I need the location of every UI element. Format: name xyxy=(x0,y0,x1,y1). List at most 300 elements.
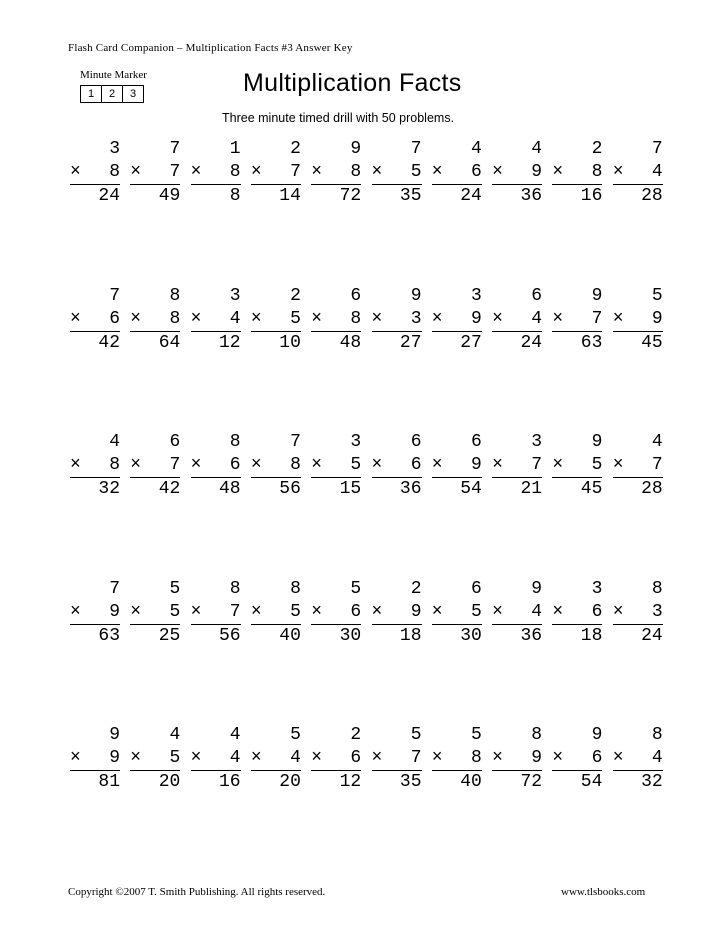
multiplicand: 4 xyxy=(169,725,181,745)
times-sign: × xyxy=(130,748,142,768)
problem xyxy=(552,285,602,355)
multiplier-row xyxy=(130,161,180,184)
multiplier-row xyxy=(311,747,361,770)
multiplier: 5 xyxy=(290,308,301,329)
multiplicand: 9 xyxy=(109,725,120,745)
problem xyxy=(613,578,663,648)
times-sign: × xyxy=(371,308,383,329)
answer: 20 xyxy=(158,772,181,792)
answer: 28 xyxy=(641,186,663,206)
problem xyxy=(492,138,542,208)
multiplier-row xyxy=(191,747,241,770)
answer: 56 xyxy=(279,479,301,499)
problem xyxy=(432,431,482,501)
times-sign: × xyxy=(552,308,564,329)
multiplier-row xyxy=(191,601,241,624)
multiplicand: 6 xyxy=(470,432,482,452)
multiplicand: 6 xyxy=(531,285,543,306)
multiplier: 5 xyxy=(169,601,181,622)
times-sign: × xyxy=(552,162,564,182)
answer: 72 xyxy=(339,186,362,206)
multiplier-row xyxy=(613,601,663,624)
multiplier: 6 xyxy=(109,308,120,329)
multiplicand: 7 xyxy=(109,285,120,306)
answer: 27 xyxy=(460,332,482,353)
multiplicand: 3 xyxy=(591,578,603,599)
multiplicand: 6 xyxy=(350,285,362,306)
answer: 36 xyxy=(520,625,543,646)
times-sign: × xyxy=(250,601,262,622)
answer: 36 xyxy=(520,186,543,206)
multiplier-row xyxy=(613,308,663,331)
multiplicand: 1 xyxy=(229,139,241,159)
times-sign: × xyxy=(612,308,624,329)
multiplicand: 2 xyxy=(290,285,301,306)
problem xyxy=(251,578,301,648)
multiplier: 7 xyxy=(591,308,603,329)
answer: 42 xyxy=(158,479,181,499)
problem xyxy=(191,578,241,648)
multiplicand: 3 xyxy=(531,432,543,452)
multiplier-row xyxy=(552,747,602,770)
answer: 42 xyxy=(98,332,120,353)
times-sign: × xyxy=(311,601,322,622)
multiplier-row xyxy=(432,601,482,624)
problem xyxy=(130,138,180,208)
multiplicand: 4 xyxy=(470,139,482,159)
answer: 72 xyxy=(520,772,543,792)
times-sign: × xyxy=(311,748,322,768)
multiplicand: 6 xyxy=(169,432,181,452)
problem xyxy=(432,285,482,355)
multiplicand: 5 xyxy=(290,725,301,745)
multiplier-row xyxy=(372,747,422,770)
multiplier: 7 xyxy=(290,162,301,182)
times-sign: × xyxy=(492,308,503,329)
multiplier-row xyxy=(191,161,241,184)
problem xyxy=(311,724,361,794)
problem xyxy=(492,578,542,648)
times-sign: × xyxy=(311,162,322,182)
minute-box-3: 3 xyxy=(122,86,143,102)
answer: 24 xyxy=(98,186,120,206)
problem xyxy=(70,285,120,355)
times-sign: × xyxy=(371,601,383,622)
times-sign: × xyxy=(431,601,443,622)
problem xyxy=(70,724,120,794)
multiplier: 8 xyxy=(470,748,482,768)
problem xyxy=(613,138,663,208)
multiplier: 7 xyxy=(229,601,241,622)
multiplier: 6 xyxy=(350,748,362,768)
multiplier-row xyxy=(613,747,663,770)
problem xyxy=(311,285,361,355)
problem xyxy=(130,285,180,355)
multiplicand: 7 xyxy=(109,578,120,599)
times-sign: × xyxy=(431,455,443,475)
multiplier-row xyxy=(552,161,602,184)
answer: 54 xyxy=(460,479,482,499)
answer: 48 xyxy=(218,479,241,499)
multiplier-row xyxy=(311,308,361,331)
multiplicand: 8 xyxy=(651,578,663,599)
multiplier: 5 xyxy=(470,601,482,622)
answer: 40 xyxy=(460,772,482,792)
problem xyxy=(191,138,241,208)
times-sign: × xyxy=(70,601,81,622)
times-sign: × xyxy=(311,308,322,329)
multiplier-row xyxy=(372,161,422,184)
answer: 20 xyxy=(279,772,301,792)
multiplier: 8 xyxy=(350,162,362,182)
page-subtitle: Three minute timed drill with 50 problems. xyxy=(222,111,455,125)
problem xyxy=(251,431,301,501)
multiplier: 9 xyxy=(651,308,663,329)
answer: 12 xyxy=(218,332,241,353)
times-sign: × xyxy=(612,601,624,622)
times-sign: × xyxy=(70,748,81,768)
multiplier-row xyxy=(492,747,542,770)
multiplicand: 7 xyxy=(290,432,301,452)
times-sign: × xyxy=(431,162,443,182)
multiplicand: 4 xyxy=(531,139,543,159)
multiplicand: 8 xyxy=(290,578,301,599)
multiplier: 4 xyxy=(229,308,241,329)
multiplier-row xyxy=(251,747,301,770)
problem xyxy=(191,724,241,794)
answer: 63 xyxy=(98,625,120,646)
answer: 16 xyxy=(580,186,603,206)
multiplier-row xyxy=(130,601,180,624)
answer: 56 xyxy=(218,625,241,646)
multiplier: 3 xyxy=(410,308,422,329)
multiplicand: 8 xyxy=(651,725,663,745)
copyright-text: Copyright ©2007 T. Smith Publishing. All rights reserved. xyxy=(68,886,326,898)
answer: 64 xyxy=(158,332,181,353)
problem xyxy=(251,138,301,208)
problem xyxy=(311,578,361,648)
times-sign: × xyxy=(552,748,564,768)
multiplicand: 2 xyxy=(290,139,301,159)
times-sign: × xyxy=(70,455,81,475)
multiplicand: 8 xyxy=(229,432,241,452)
problem xyxy=(552,138,602,208)
multiplicand: 9 xyxy=(350,139,362,159)
multiplier-row xyxy=(251,454,301,477)
answer: 40 xyxy=(279,625,301,646)
multiplier: 4 xyxy=(651,162,663,182)
multiplicand: 9 xyxy=(531,578,543,599)
multiplier: 5 xyxy=(169,748,181,768)
multiplier-row xyxy=(70,454,120,477)
answer: 28 xyxy=(641,479,663,499)
problem xyxy=(613,431,663,501)
multiplicand: 5 xyxy=(651,285,663,306)
multiplicand: 9 xyxy=(410,285,422,306)
multiplier: 7 xyxy=(169,455,181,475)
multiplicand: 7 xyxy=(169,139,181,159)
multiplier-row xyxy=(311,601,361,624)
multiplier-row xyxy=(372,454,422,477)
times-sign: × xyxy=(552,455,564,475)
multiplier: 5 xyxy=(410,162,422,182)
multiplicand: 4 xyxy=(651,432,663,452)
multiplier-row xyxy=(432,161,482,184)
multiplicand: 8 xyxy=(169,285,181,306)
times-sign: × xyxy=(492,162,503,182)
minute-marker-label: Minute Marker xyxy=(80,69,147,81)
answer: 35 xyxy=(399,186,422,206)
multiplier: 9 xyxy=(410,601,422,622)
multiplier: 9 xyxy=(531,162,543,182)
problem xyxy=(372,138,422,208)
multiplier: 8 xyxy=(169,308,181,329)
multiplier: 5 xyxy=(350,455,362,475)
multiplier: 8 xyxy=(109,162,120,182)
multiplier-row xyxy=(130,747,180,770)
multiplier: 4 xyxy=(229,748,241,768)
multiplier-row xyxy=(130,308,180,331)
multiplier: 6 xyxy=(591,601,603,622)
times-sign: × xyxy=(431,748,443,768)
times-sign: × xyxy=(190,601,202,622)
answer: 14 xyxy=(279,186,301,206)
problem xyxy=(372,724,422,794)
problem xyxy=(552,578,602,648)
multiplier: 4 xyxy=(290,748,301,768)
multiplier: 9 xyxy=(470,308,482,329)
multiplier-row xyxy=(251,161,301,184)
multiplier-row xyxy=(432,747,482,770)
page-title: Multiplication Facts xyxy=(243,69,462,97)
times-sign: × xyxy=(190,308,202,329)
times-sign: × xyxy=(612,748,624,768)
answer: 45 xyxy=(580,479,603,499)
answer: 25 xyxy=(158,625,181,646)
problem xyxy=(432,578,482,648)
problem xyxy=(70,138,120,208)
answer: 35 xyxy=(399,772,422,792)
multiplier: 7 xyxy=(651,455,663,475)
times-sign: × xyxy=(431,308,443,329)
problem xyxy=(372,431,422,501)
multiplier: 6 xyxy=(229,455,241,475)
multiplier: 5 xyxy=(591,455,603,475)
multiplier: 7 xyxy=(410,748,422,768)
multiplier-row xyxy=(311,454,361,477)
times-sign: × xyxy=(130,455,142,475)
problem xyxy=(492,285,542,355)
times-sign: × xyxy=(250,162,262,182)
problem xyxy=(251,285,301,355)
answer: 81 xyxy=(98,772,120,792)
answer: 24 xyxy=(520,332,543,353)
multiplicand: 2 xyxy=(410,578,422,599)
times-sign: × xyxy=(250,748,262,768)
multiplicand: 5 xyxy=(169,578,181,599)
times-sign: × xyxy=(371,455,383,475)
multiplier-row xyxy=(251,308,301,331)
answer: 12 xyxy=(339,772,362,792)
multiplier-row xyxy=(552,308,602,331)
problem xyxy=(432,138,482,208)
times-sign: × xyxy=(70,162,81,182)
multiplier: 6 xyxy=(470,162,482,182)
multiplier-row xyxy=(432,308,482,331)
multiplier-row xyxy=(432,454,482,477)
answer: 32 xyxy=(98,479,120,499)
multiplicand: 6 xyxy=(410,432,422,452)
problem xyxy=(492,724,542,794)
multiplier-row xyxy=(191,308,241,331)
minute-box-2: 2 xyxy=(101,86,122,102)
multiplier-row xyxy=(613,161,663,184)
multiplier-row xyxy=(70,308,120,331)
answer: 24 xyxy=(641,625,663,646)
website-text: www.tlsbooks.com xyxy=(561,886,646,898)
problem xyxy=(613,285,663,355)
multiplier: 9 xyxy=(470,455,482,475)
answer: 21 xyxy=(520,479,543,499)
multiplicand: 5 xyxy=(470,725,482,745)
multiplier: 6 xyxy=(410,455,422,475)
answer: 45 xyxy=(641,332,663,353)
problem xyxy=(130,578,180,648)
multiplicand: 5 xyxy=(410,725,422,745)
answer: 32 xyxy=(641,772,663,792)
answer: 10 xyxy=(279,332,301,353)
multiplicand: 3 xyxy=(109,139,120,159)
multiplier: 4 xyxy=(531,308,543,329)
problem xyxy=(432,724,482,794)
problem xyxy=(191,285,241,355)
multiplier-row xyxy=(613,454,663,477)
times-sign: × xyxy=(371,162,383,182)
problem xyxy=(191,431,241,501)
multiplicand: 2 xyxy=(591,139,603,159)
multiplicand: 8 xyxy=(531,725,543,745)
multiplicand: 7 xyxy=(651,139,663,159)
answer: 49 xyxy=(158,186,181,206)
times-sign: × xyxy=(552,601,564,622)
multiplier: 7 xyxy=(169,162,181,182)
answer: 16 xyxy=(218,772,241,792)
times-sign: × xyxy=(492,455,503,475)
multiplier-row xyxy=(311,161,361,184)
answer: 8 xyxy=(229,186,241,206)
multiplier: 8 xyxy=(350,308,362,329)
times-sign: × xyxy=(492,748,503,768)
times-sign: × xyxy=(130,308,142,329)
multiplicand: 9 xyxy=(591,432,603,452)
multiplier: 3 xyxy=(651,601,663,622)
times-sign: × xyxy=(612,162,624,182)
problem xyxy=(552,724,602,794)
multiplier-row xyxy=(70,601,120,624)
answer: 18 xyxy=(580,625,603,646)
times-sign: × xyxy=(190,162,202,182)
problem xyxy=(552,431,602,501)
answer: 48 xyxy=(339,332,362,353)
multiplier-row xyxy=(492,308,542,331)
multiplier: 8 xyxy=(109,455,120,475)
times-sign: × xyxy=(190,455,202,475)
multiplicand: 3 xyxy=(229,285,241,306)
answer: 30 xyxy=(460,625,482,646)
answer: 30 xyxy=(339,625,362,646)
minute-box-1: 1 xyxy=(87,88,95,100)
multiplier: 4 xyxy=(651,748,663,768)
multiplier: 4 xyxy=(531,601,543,622)
answer: 63 xyxy=(580,332,603,353)
times-sign: × xyxy=(130,162,142,182)
problem xyxy=(251,724,301,794)
times-sign: × xyxy=(250,308,262,329)
times-sign: × xyxy=(311,455,322,475)
multiplicand: 6 xyxy=(470,578,482,599)
multiplier: 7 xyxy=(531,455,543,475)
multiplier: 8 xyxy=(229,162,241,182)
problem xyxy=(372,578,422,648)
multiplier: 6 xyxy=(350,601,362,622)
multiplier-row xyxy=(70,747,120,770)
multiplier: 8 xyxy=(591,162,603,182)
multiplicand: 3 xyxy=(470,285,482,306)
answer: 54 xyxy=(580,772,603,792)
multiplicand: 5 xyxy=(350,578,362,599)
multiplicand: 9 xyxy=(591,725,603,745)
times-sign: × xyxy=(250,455,262,475)
multiplier-row xyxy=(251,601,301,624)
worksheet-header: Flash Card Companion – Multiplication Facts #3 Answer Key xyxy=(68,42,353,54)
problem xyxy=(130,431,180,501)
problem xyxy=(492,431,542,501)
multiplicand: 8 xyxy=(229,578,241,599)
times-sign: × xyxy=(70,308,81,329)
multiplicand: 3 xyxy=(350,432,362,452)
multiplicand: 9 xyxy=(591,285,603,306)
multiplier-row xyxy=(372,308,422,331)
multiplier-row xyxy=(492,161,542,184)
multiplier-row xyxy=(492,454,542,477)
multiplier-row xyxy=(70,161,120,184)
multiplicand: 2 xyxy=(350,725,362,745)
problem xyxy=(311,138,361,208)
multiplier: 6 xyxy=(591,748,603,768)
problem xyxy=(311,431,361,501)
answer: 27 xyxy=(399,332,422,353)
multiplier-row xyxy=(492,601,542,624)
multiplier: 9 xyxy=(531,748,543,768)
multiplier: 9 xyxy=(109,748,120,768)
times-sign: × xyxy=(612,455,624,475)
answer: 24 xyxy=(460,186,482,206)
multiplier-row xyxy=(130,454,180,477)
multiplier-row xyxy=(552,454,602,477)
multiplier: 9 xyxy=(109,601,120,622)
multiplier-row xyxy=(191,454,241,477)
times-sign: × xyxy=(130,601,142,622)
multiplicand: 7 xyxy=(410,139,422,159)
multiplier-row xyxy=(552,601,602,624)
multiplicand: 4 xyxy=(229,725,241,745)
multiplier: 8 xyxy=(290,455,301,475)
problem xyxy=(70,578,120,648)
multiplicand: 4 xyxy=(109,432,120,452)
problem xyxy=(613,724,663,794)
multiplier-row xyxy=(372,601,422,624)
times-sign: × xyxy=(492,601,503,622)
